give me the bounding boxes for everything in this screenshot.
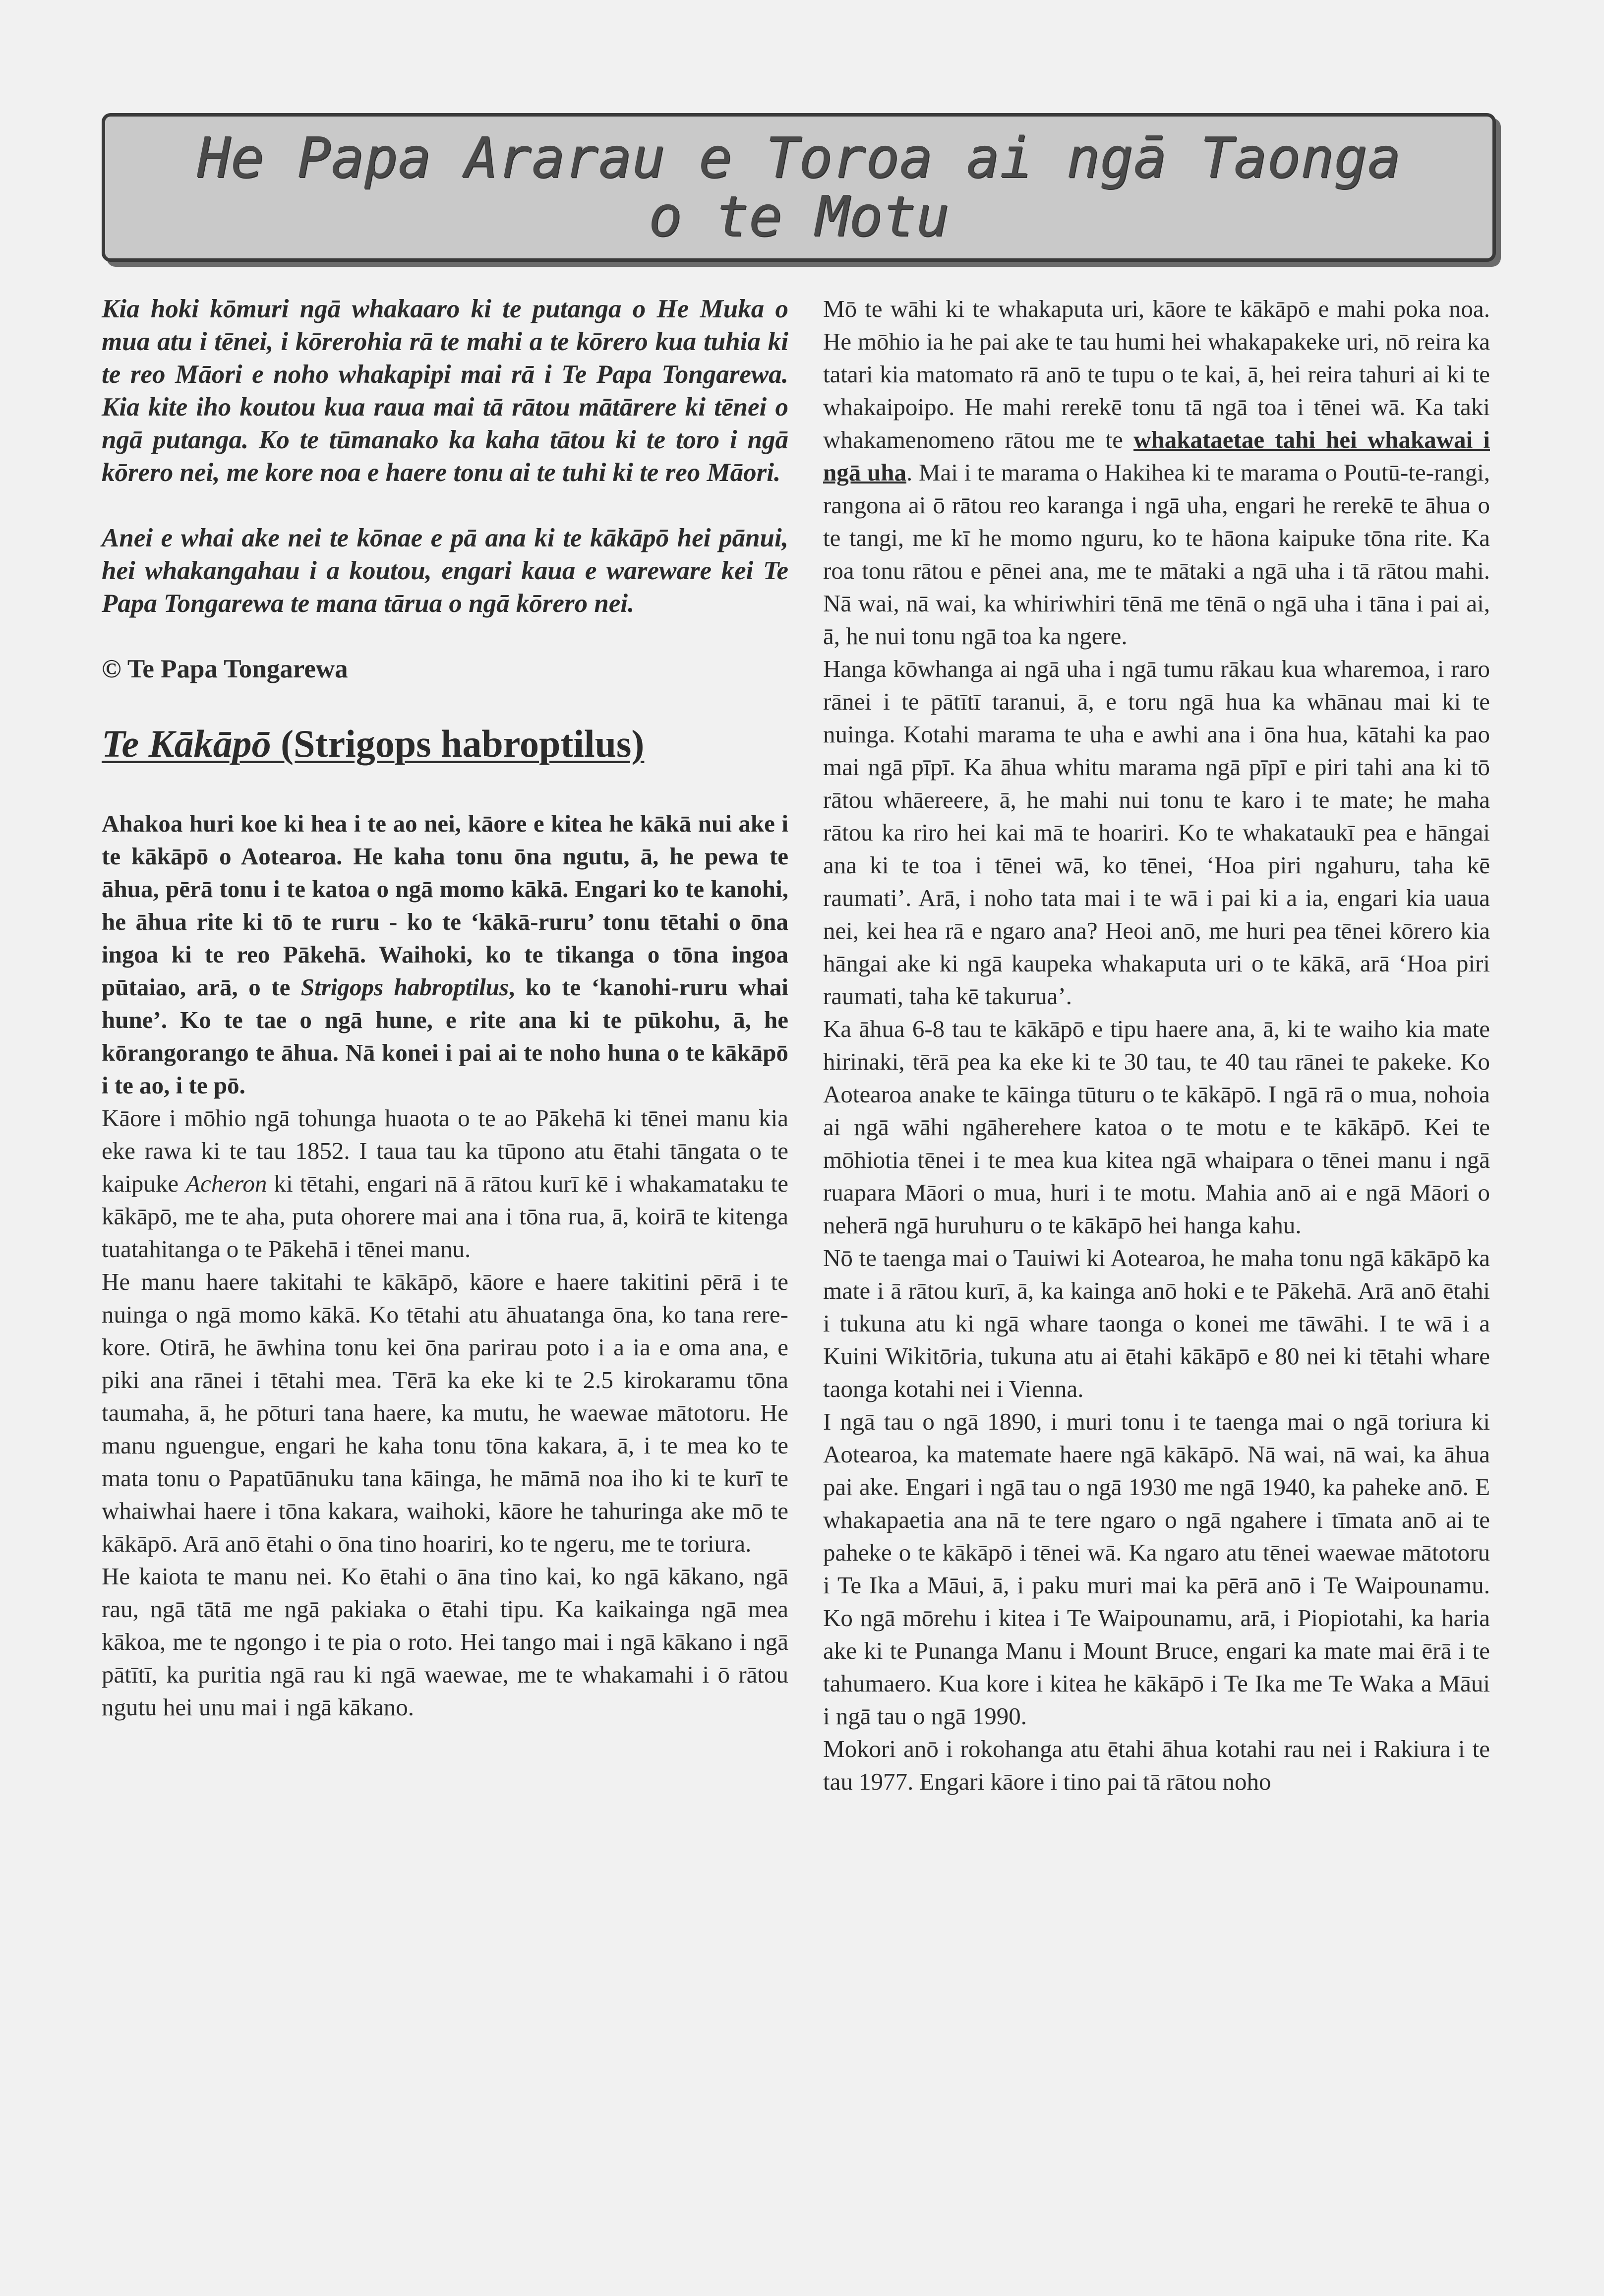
left-para1-ship-name: Acheron: [185, 1170, 267, 1197]
left-para1-text-2: ki tētahi, engari nā ā rātou kurī kē i whakamataku te kākāpō, me te aha, puta ohorere mai ana i tōna rua, ā, koirā te kitenga tuatahitanga o te Pākehā i tēnei manu.: [102, 1170, 788, 1263]
page-title-line-2: o te Motu: [648, 184, 950, 249]
lead-paragraph: [102, 807, 788, 1102]
lead-text-2: , ko te ‘kanohi-ruru whai hune’. Ko te tae o ngā hune, e rite ana ki te pūkohu, ā, he kōrangorango te āhua. Nā konei i pai ai te noho huna o te kākāpō i te ao, i te pō.: [102, 973, 788, 1099]
right-body-paragraph-3: Ka āhua 6-8 tau te kākāpō e tipu haere ana, ā, ki te waiho kia mate hirinaki, tērā pea ka eke ki te 30 tau, te 40 tau rānei te pakeke. Ko Aotearoa anake te kāinga tūturu o te kākāpō. I ngā rā o mua, nohoia ai ngā wāhi ngāherehere katoa o te motu e te kākāpō. Kei te mōhiotia tēnei i te mea kua kitea ngā whaipara o tēnei manu i ngā ruapara Māori o mua, huri i te motu. Mahia anō ai e ngā Māori o neherā ngā huruhuru o te kākāpō hei hanga kahu.: [823, 1015, 1490, 1239]
right-para1-text-2: . Mai i te marama o Hakihea ki te marama o Poutū-te-rangi, rangona ai ō rātou reo karanga i ngā uha, engari he rerekē te āhua o te tangi, me kī he momo nguru, ko te hāona kaipuke tōna rite. Ka roa tonu rātou e pēnei ana, me te mātaki a ngā uha i tā rātou mahi. Nā wai, nā wai, ka whiriwhiri tēnā me tēnā o ngā uha i tāna i pai ai, ā, he nui tonu ngā toa ka ngere.: [823, 459, 1490, 650]
left-body-paragraph-3: He kaiota te manu nei. Ko ētahi o āna tino kai, ko ngā kākano, ngā rau, ngā tātā me ngā pakiaka o ētahi tipu. Ka kaikainga ngā mea kākoa, me te ngongo i te pia o roto. Hei tango mai i ngā kākano i ngā pātītī, ka puritia ngā rau ki ngā waewae, me te whakamahi i ō rātou ngutu hei unu mai i ngā kākano.: [102, 1563, 788, 1721]
copyright-notice: © Te Papa Tongarewa: [102, 655, 348, 683]
right-column: [823, 293, 1490, 1798]
right-body-paragraph-5: I ngā tau o ngā 1890, i muri tonu i te taenga mai o ngā toriura ki Aotearoa, ka matemate haere ngā kākāpō. Nā wai, nā wai, ka āhua pai ake. Engari i ngā tau o ngā 1930 me ngā 1940, ka paheke anō. E whakapaetia ana nā te tere ngaro o ngā ngahere i tīmata anō ai te paheke o te kākāpō i tēnei wā. Ka ngaro atu tēnei waewae mātotoru i Te Ika a Māui, ā, i paku muri mai ka pērā anō i Te Waipounamu. Ko ngā mōrehu i kitea i Te Waipounamu, arā, i Piopiotahi, ka haria ake ki te Punanga Manu i Mount Bruce, engari ka mate mai ērā i te tahumaero. Kua kore i kitea he kākāpō i Te Ika me Te Waka a Māui i ngā tau o ngā 1990.: [823, 1408, 1490, 1730]
left-para1-text-1: Kāore i mōhio ngā tohunga huaota o te ao Pākehā ki tēnei manu kia eke rawa ki te tau 1852. I taua tau ka tūpono atu ētahi tāngata o te kaipuke: [102, 1104, 788, 1197]
right-body-paragraph-1: [823, 293, 1490, 653]
intro-note-paragraph: Anei e whai ake nei te kōnae e pā ana ki te kākāpō hei pānui, hei whakangahau i a koutou, engari kaua e wareware kei Te Papa Tongarewa te mana tārua o ngā kōrero nei.: [102, 524, 788, 618]
right-body-paragraph-2: Hanga kōwhanga ai ngā uha i ngā tumu rākau kua wharemoa, i raro rānei i te pātītī taranui, ā, e toru ngā hua ka whānau mai ki te nuinga. Kotahi marama te uha e awhi ana i ōna hua, kātahi ka pao mai ngā pīpī. Ka āhua whitu marama ngā pīpī e piri tahi ana ki tō rātou whāereere, ā, he mahi nui tonu te karo i te mate; he maha rātou ka riro hei kai mā te hoariri. Ko te whakataukī pea e hāngai ana ki te toa i tēnei wā, ko tēnei, ‘Hoa piri ngahuru, taha kē raumati’. Arā, i noho tata mai i te wā i pai ki a ia, engari kia uaua nei, kei hea rā e ngaro ana? Heoi anō, me huri pea tēnei kōrero kia hāngai ake ki ngā kaupeka whakaputa uri o te kākā, arā ‘Hoa piri raumati, taha kē takurua’.: [823, 655, 1490, 1010]
left-column: [102, 293, 788, 1724]
right-para1-text-1: Mō te wāhi ki te whakaputa uri, kāore te kākāpō e mahi poka noa. He mōhio ia he pai ake te tau humi hei whakapakeke uri, nō reira ka tatari kia matomato rā anō te tupu o te kai, ā, hei reira tahuri ai ki te whakaipoipo. He mahi rerekē tonu tā ngā toa i tēnei wā. Ka taki whakamenomeno rātou me te: [823, 295, 1490, 453]
article-heading: [102, 720, 788, 768]
page-title-line-1: He Papa Ararau e Toroa ai ngā Taonga: [197, 126, 1401, 190]
right-body-paragraph-6: Mokori anō i rokohanga atu ētahi āhua kotahi rau nei i Rakiura i te tau 1977. Engari kāore i tino pai tā rātou noho: [823, 1735, 1490, 1795]
article-heading-name: Te Kākāpō: [102, 722, 271, 765]
lead-italic-species: Strigops habroptilus: [300, 973, 509, 1001]
right-body-paragraph-4: Nō te taenga mai o Tauiwi ki Aotearoa, he maha tonu ngā kākāpō ka mate i ā rātou kurī, ā, ka kainga anō hoki e te Pākehā. Arā anō ētahi i tukuna atu ki ngā whare taonga o konei me tāwāhi. I te wā i a Kuini Wikitōria, tukuna atu ai ētahi kākāpō e 80 nei ki tētahi whare taonga kotahi nei i Vienna.: [823, 1244, 1490, 1402]
lead-text-1: Ahakoa huri koe ki hea i te ao nei, kāore e kitea he kākā nui ake i te kākāpō o Aotearoa. He kaha tonu ōna ngutu, ā, he pewa te āhua, pērā tonu i te katoa o ngā momo kākā. Engari ko te kanohi, he āhua rite ki tō te ruru - ko te ‘kākā-ruru’ tonu tētahi o ōna ingoa ki te reo Pākehā. Waihoki, ko te tikanga o tōna ingoa pūtaiao, arā, o te: [102, 810, 788, 1001]
left-body-paragraph-1: [102, 1102, 788, 1266]
intro-paragraph: Kia hoki kōmuri ngā whakaaro ki te putanga o He Muka o mua atu i tēnei, i kōrerohia rā te mahi a te kōrero kua tuhia ki te reo Māori e noho whakapipi mai rā i Te Papa Tongarewa. Kia kite iho koutou kua raua mai tā rātou mātārere ki tēnei o ngā putanga. Ko te tūmanako ka kaha tātou ki te toro i ngā kōrero nei, me kore noa e haere tonu ai te tuhi ki te reo Māori.: [102, 295, 788, 487]
page-title-box: [102, 113, 1496, 262]
left-body-paragraph-2: He manu haere takitahi te kākāpō, kāore e haere takitini pērā i te nuinga o ngā momo kākā. Ko tētahi atu āhuatanga ōna, ko tana rere-kore. Otirā, he āwhina tonu kei ōna parirau poto i a ia e oma ana, e piki ana rānei i tētahi mea. Tērā ka eke ki te 2.5 kirokaramu tōna taumaha, ā, he pōturi tana haere, ka mutu, he waewae mātotoru. He manu nguengue, engari he kaha tonu tōna kakara, ā, i te mea ko te mata tonu o Papatūānuku tana kāinga, he māmā noa iho ki te kurī te whaiwhai haere i tōna kakara, waihoki, kāore he tahuringa ake mō te kākāpō. Arā anō ētahi o ōna tino hoariri, ko te ngeru, me te toriura.: [102, 1268, 788, 1557]
article-heading-latin: (Strigops habroptilus): [281, 722, 645, 765]
lek-display-link[interactable]: whakataetae tahi hei whakawai i ngā uha: [823, 426, 1490, 486]
